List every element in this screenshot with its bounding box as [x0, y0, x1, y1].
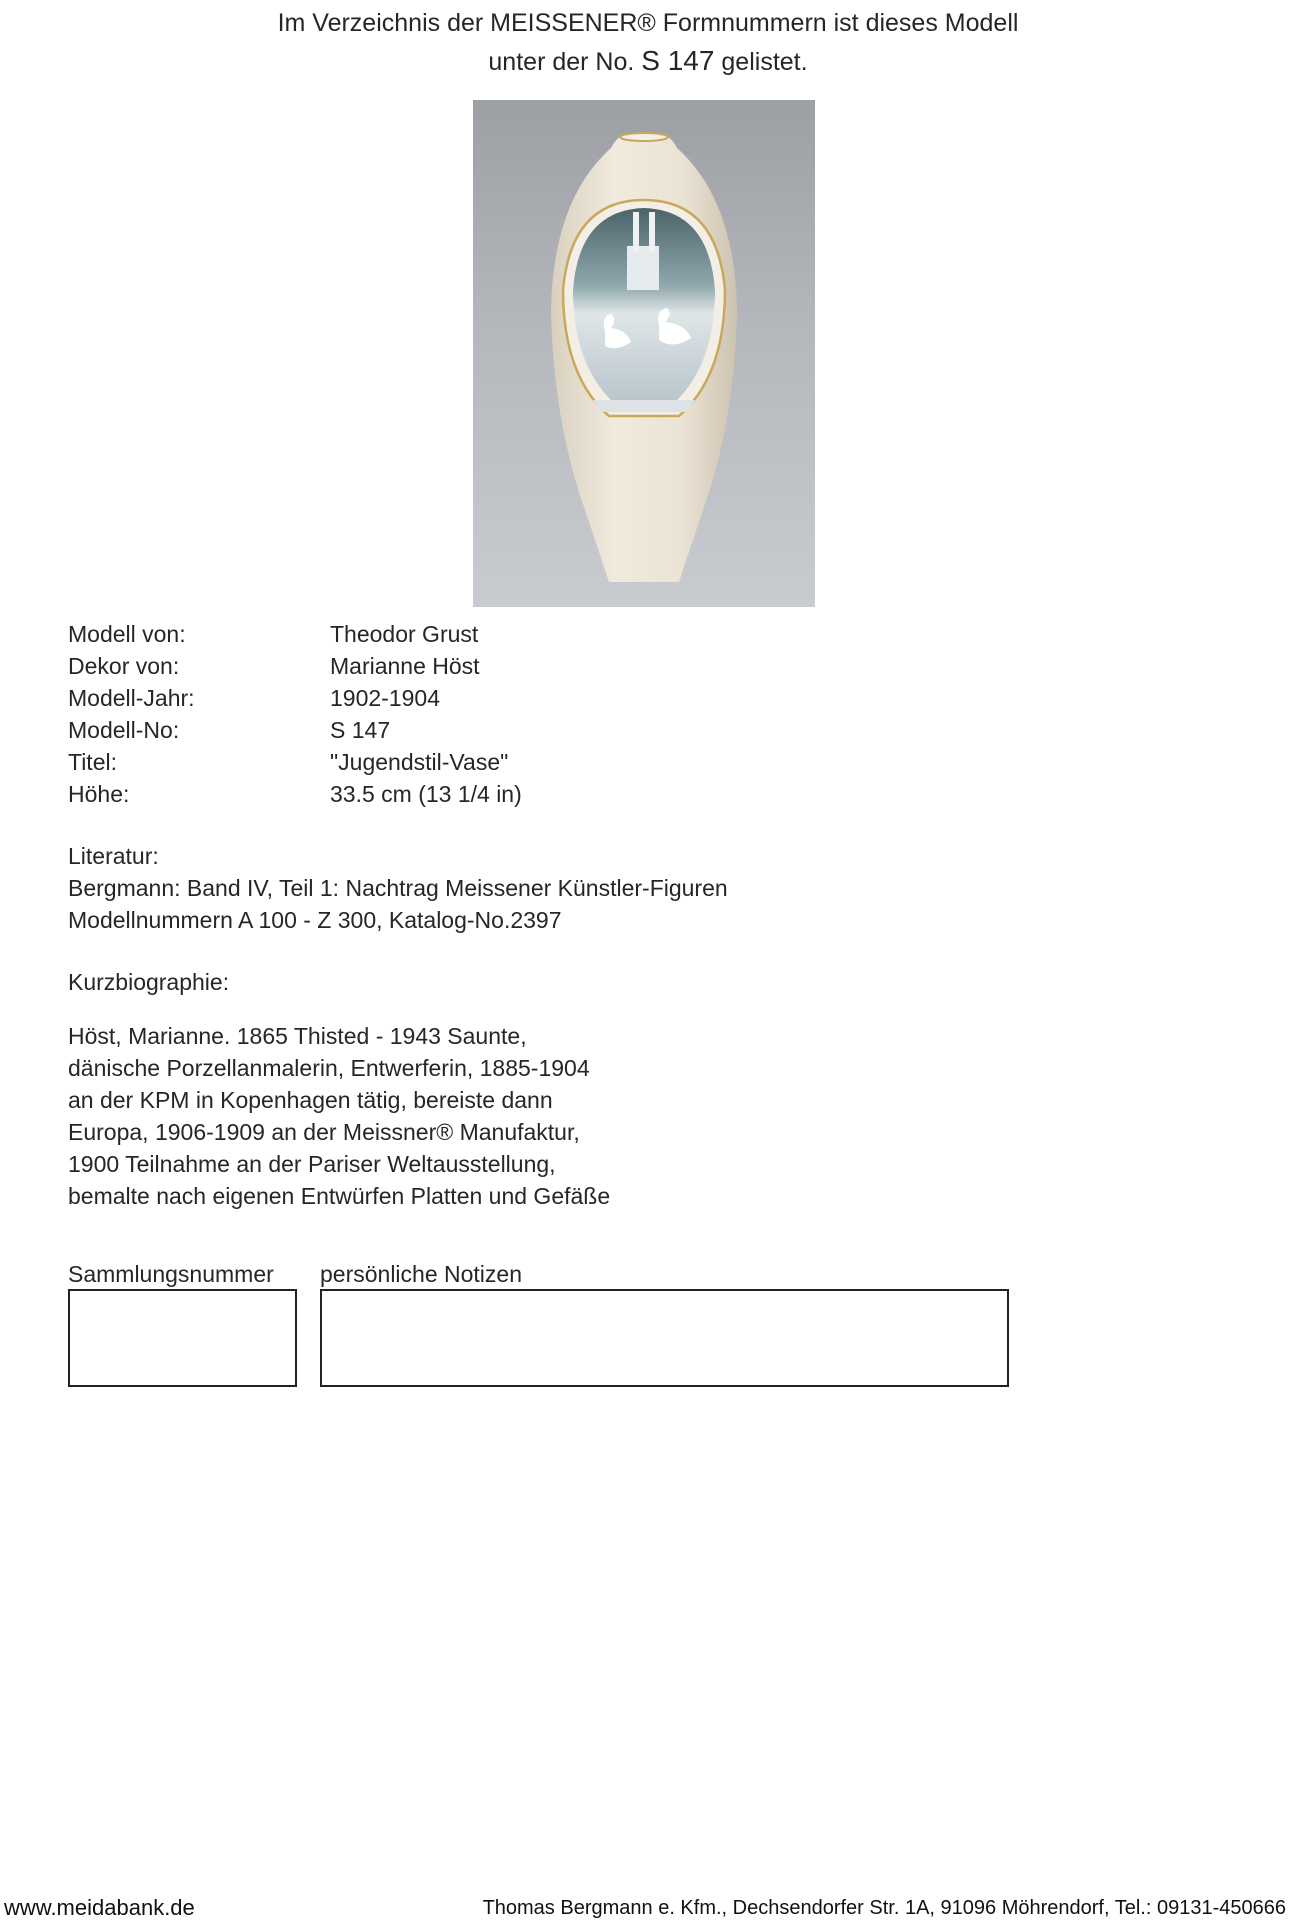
notizen-field[interactable]	[320, 1289, 1009, 1387]
kurzbiographie-text	[68, 1020, 610, 1212]
vase-photo-icon	[473, 100, 815, 607]
spec-row	[68, 618, 522, 650]
spec-row	[68, 650, 522, 682]
bio-line: an der KPM in Kopenhagen tätig, bereiste dann	[68, 1087, 553, 1113]
model-specs	[68, 618, 522, 810]
spec-row	[68, 746, 522, 778]
spec-value: 33.5 cm (13 1/4 in)	[330, 781, 522, 807]
spec-row	[68, 682, 522, 714]
spec-value: S 147	[330, 717, 391, 743]
spec-label: Modell-No:	[68, 717, 180, 743]
header-line-1: Im Verzeichnis der MEISSENER® Formnummern ist dieses Modell	[277, 9, 1019, 37]
spec-value: "Jugendstil-Vase"	[330, 749, 509, 775]
vase-photo	[473, 100, 815, 607]
spec-label: Modell von:	[68, 621, 186, 647]
literatur-line: Bergmann: Band IV, Teil 1: Nachtrag Meissener Künstler-Figuren	[68, 875, 728, 901]
bio-line: 1900 Teilnahme an der Pariser Weltausstellung,	[68, 1151, 556, 1177]
sammlungsnummer-label: Sammlungsnummer	[68, 1261, 274, 1287]
footer-address: Thomas Bergmann e. Kfm., Dechsendorfer Str. 1A, 91096 Möhrendorf, Tel.: 09131-450666	[482, 1897, 1286, 1919]
spec-row	[68, 714, 522, 746]
vase-rim	[620, 133, 668, 141]
footer-website[interactable]: www.meidabank.de	[4, 1895, 195, 1920]
literatur-title: Literatur:	[68, 843, 159, 869]
spec-label: Dekor von:	[68, 653, 180, 679]
bio-line: bemalte nach eigenen Entwürfen Platten und Gefäße	[68, 1183, 611, 1209]
spec-value: Theodor Grust	[330, 621, 479, 647]
spec-value: 1902-1904	[330, 685, 440, 711]
kurzbiographie-title: Kurzbiographie:	[68, 969, 230, 995]
header-model-number: S 147	[641, 45, 715, 76]
bio-line: dänische Porzellanmalerin, Entwerferin, 1885-1904	[68, 1055, 590, 1081]
spec-value: Marianne Höst	[330, 653, 480, 679]
bio-line: Höst, Marianne. 1865 Thisted - 1943 Saunte,	[68, 1023, 527, 1049]
header-prefix: unter der No.	[488, 48, 635, 76]
header-suffix: gelistet.	[721, 48, 808, 76]
header-line-2	[0, 42, 1296, 81]
literatur-line: Modellnummern A 100 - Z 300, Katalog-No.2397	[68, 907, 562, 933]
spec-label: Modell-Jahr:	[68, 685, 195, 711]
literatur-section	[68, 840, 728, 936]
page-header	[0, 4, 1296, 81]
spec-label: Höhe:	[68, 781, 130, 807]
vase-scene	[573, 208, 715, 400]
spec-row	[68, 778, 522, 810]
notizen-label: persönliche Notizen	[320, 1261, 523, 1287]
vase-scene-fountain	[627, 246, 659, 290]
bio-line: Europa, 1906-1909 an der Meissner® Manufaktur,	[68, 1119, 580, 1145]
spec-label: Titel:	[68, 749, 117, 775]
sammlungsnummer-field[interactable]	[68, 1289, 297, 1387]
